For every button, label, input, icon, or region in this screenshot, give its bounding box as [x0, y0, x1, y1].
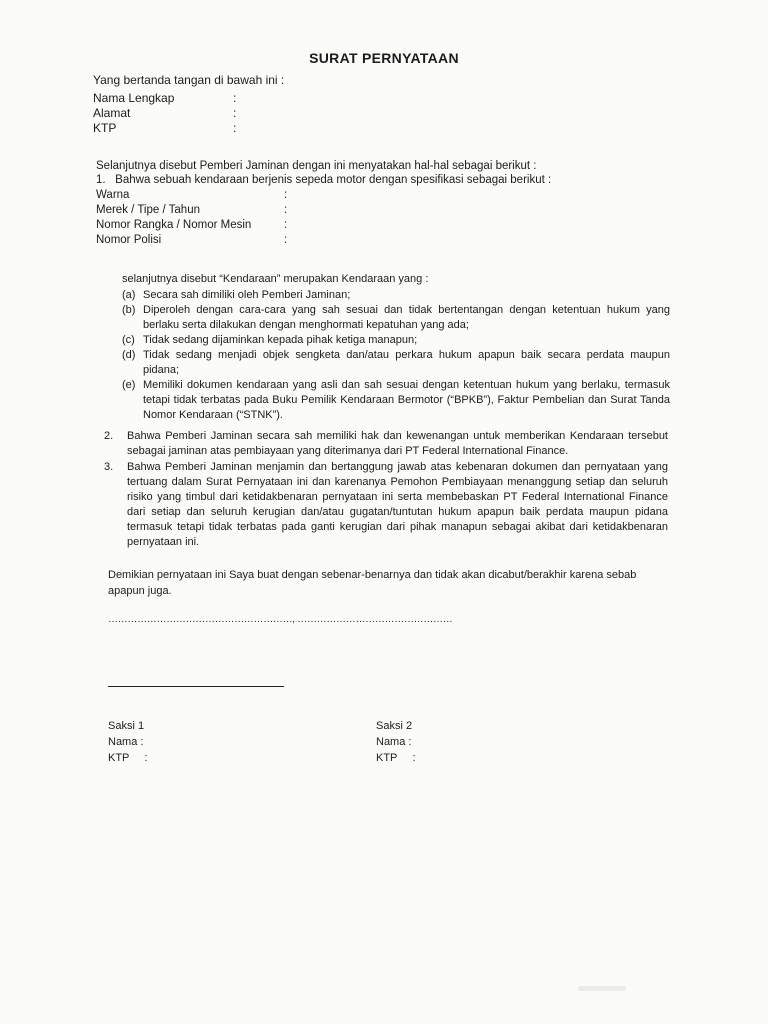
- document-title: SURAT PERNYATAAN: [309, 50, 459, 66]
- section-lead-text: Selanjutnya disebut Pemberi Jaminan dengan ini menyatakan hal-hal sebagai berikut :: [96, 160, 537, 172]
- field-label: KTP: [93, 121, 117, 135]
- list-item: [122, 333, 670, 348]
- list-item-text: Secara sah dimiliki oleh Pemberi Jaminan;: [143, 289, 351, 301]
- point-text: Bahwa Pemberi Jaminan secara sah memiliki hak dan kewenangan untuk memberikan Kendaraan tersebut sebagai jaminan atas pembiayaan yang diterimanya dari PT Federal International Finance.: [127, 430, 668, 457]
- scan-smudge: [578, 986, 626, 991]
- witness-2-heading: Saksi 2: [376, 720, 413, 732]
- signature-line: [108, 686, 284, 687]
- field-label: Nomor Rangka / Nomor Mesin: [96, 219, 252, 231]
- witness-2-ktp: KTP :: [376, 752, 416, 764]
- field-label: Alamat: [93, 106, 131, 120]
- place-date-line: …………………………………………………, …………………………………………: [108, 614, 453, 625]
- field-label: Warna: [96, 189, 130, 201]
- list-item: [122, 348, 670, 378]
- signer-intro: [93, 73, 284, 136]
- field-label: Nama Lengkap: [93, 91, 175, 105]
- list-item-text: Diperoleh dengan cara-cara yang sah sesuai dan tidak bertentangan dengan ketentuan hukum yang berlaku serta dilakukan dengan menghormati kepatuhan yang ada;: [143, 304, 670, 331]
- list-item-text: Tidak sedang menjadi objek sengketa dan/atau perkara hukum apapun baik secara perdata maupun pidana;: [143, 349, 670, 376]
- field-label: Merek / Tipe / Tahun: [96, 204, 200, 216]
- signer-field-nama: [93, 91, 284, 106]
- witness-1-block: [108, 718, 148, 766]
- list-item-marker: (e): [122, 379, 136, 391]
- kendaraan-section: [122, 272, 670, 423]
- kendaraan-intro: selanjutnya disebut “Kendaraan” merupakan Kendaraan yang :: [122, 273, 429, 285]
- signer-field-ktp: [93, 121, 284, 136]
- list-item-text: Memiliki dokumen kendaraan yang asli dan sah sesuai dengan ketentuan hukum yang berlaku, termasuk tetapi tidak terbatas pada Buku Pemilik Kendaraan Bermotor (“BPKB”), Faktur Pembelian dan Surat Tanda Nomor Kendaraan (“STNK”).: [143, 379, 670, 421]
- closing-statement: Demikian pernyataan ini Saya buat dengan sebenar-benarnya dan tidak akan dicabut/berakhir karena sebab apapun juga.: [108, 569, 637, 597]
- section-lead: [96, 159, 676, 248]
- witness-2-block: [376, 718, 416, 766]
- field-colon: :: [284, 219, 288, 231]
- signer-field-alamat: [93, 106, 284, 121]
- witness-1-ktp: KTP :: [108, 752, 148, 764]
- vehicle-fields: [96, 188, 676, 248]
- field-label: Nomor Polisi: [96, 234, 162, 246]
- point-number: 3.: [104, 461, 114, 473]
- field-colon: :: [233, 121, 237, 135]
- witness-2-nama: Nama :: [376, 736, 412, 748]
- field-colon: :: [233, 106, 237, 120]
- list-item-marker: (c): [122, 334, 135, 346]
- list-item-marker: (a): [122, 289, 136, 301]
- list-item: [122, 303, 670, 333]
- point-number: 2.: [104, 430, 114, 442]
- list-item-text: Tidak sedang dijaminkan kepada pihak ketiga manapun;: [143, 334, 418, 346]
- signer-intro-line: Yang bertanda tangan di bawah ini :: [93, 73, 285, 87]
- witness-1-nama: Nama :: [108, 736, 144, 748]
- vehicle-field-warna: [96, 188, 676, 203]
- list-item-marker: (b): [122, 304, 136, 316]
- numbered-point-2: [104, 429, 668, 459]
- vehicle-field-merek: [96, 203, 676, 218]
- field-colon: :: [284, 234, 288, 246]
- field-colon: :: [284, 189, 288, 201]
- point-1-text: 1. Bahwa sebuah kendaraan berjenis sepeda motor dengan spesifikasi sebagai berikut :: [96, 174, 552, 186]
- vehicle-field-polisi: [96, 233, 676, 248]
- witness-1-heading: Saksi 1: [108, 720, 145, 732]
- numbered-points: [104, 429, 668, 551]
- vehicle-field-rangka: [96, 218, 676, 233]
- point-text: Bahwa Pemberi Jaminan menjamin dan bertanggung jawab atas kebenaran dokumen dan pernyataan yang tertuang dalam Surat Pernyataan ini dan karenanya Pemohon Pembiayaan menanggung setiap dan seluruh risiko yang timbul dari ketidakbenaran pernyataan ini serta membebaskan PT Federal International Finance dari setiap dan seluruh kerugian dan/atau gugatan/tuntutan hukum apapun baik perdata maupun pidana termasuk tetapi tidak terbatas pada ganti kerugian dari pihak manapun sebagai akibat dari ketidakbenaran pernyataan ini.: [127, 461, 668, 548]
- list-item: [122, 378, 670, 423]
- numbered-point-3: [104, 460, 668, 550]
- field-colon: :: [284, 204, 288, 216]
- list-item: [122, 288, 670, 303]
- field-colon: :: [233, 91, 237, 105]
- list-item-marker: (d): [122, 349, 136, 361]
